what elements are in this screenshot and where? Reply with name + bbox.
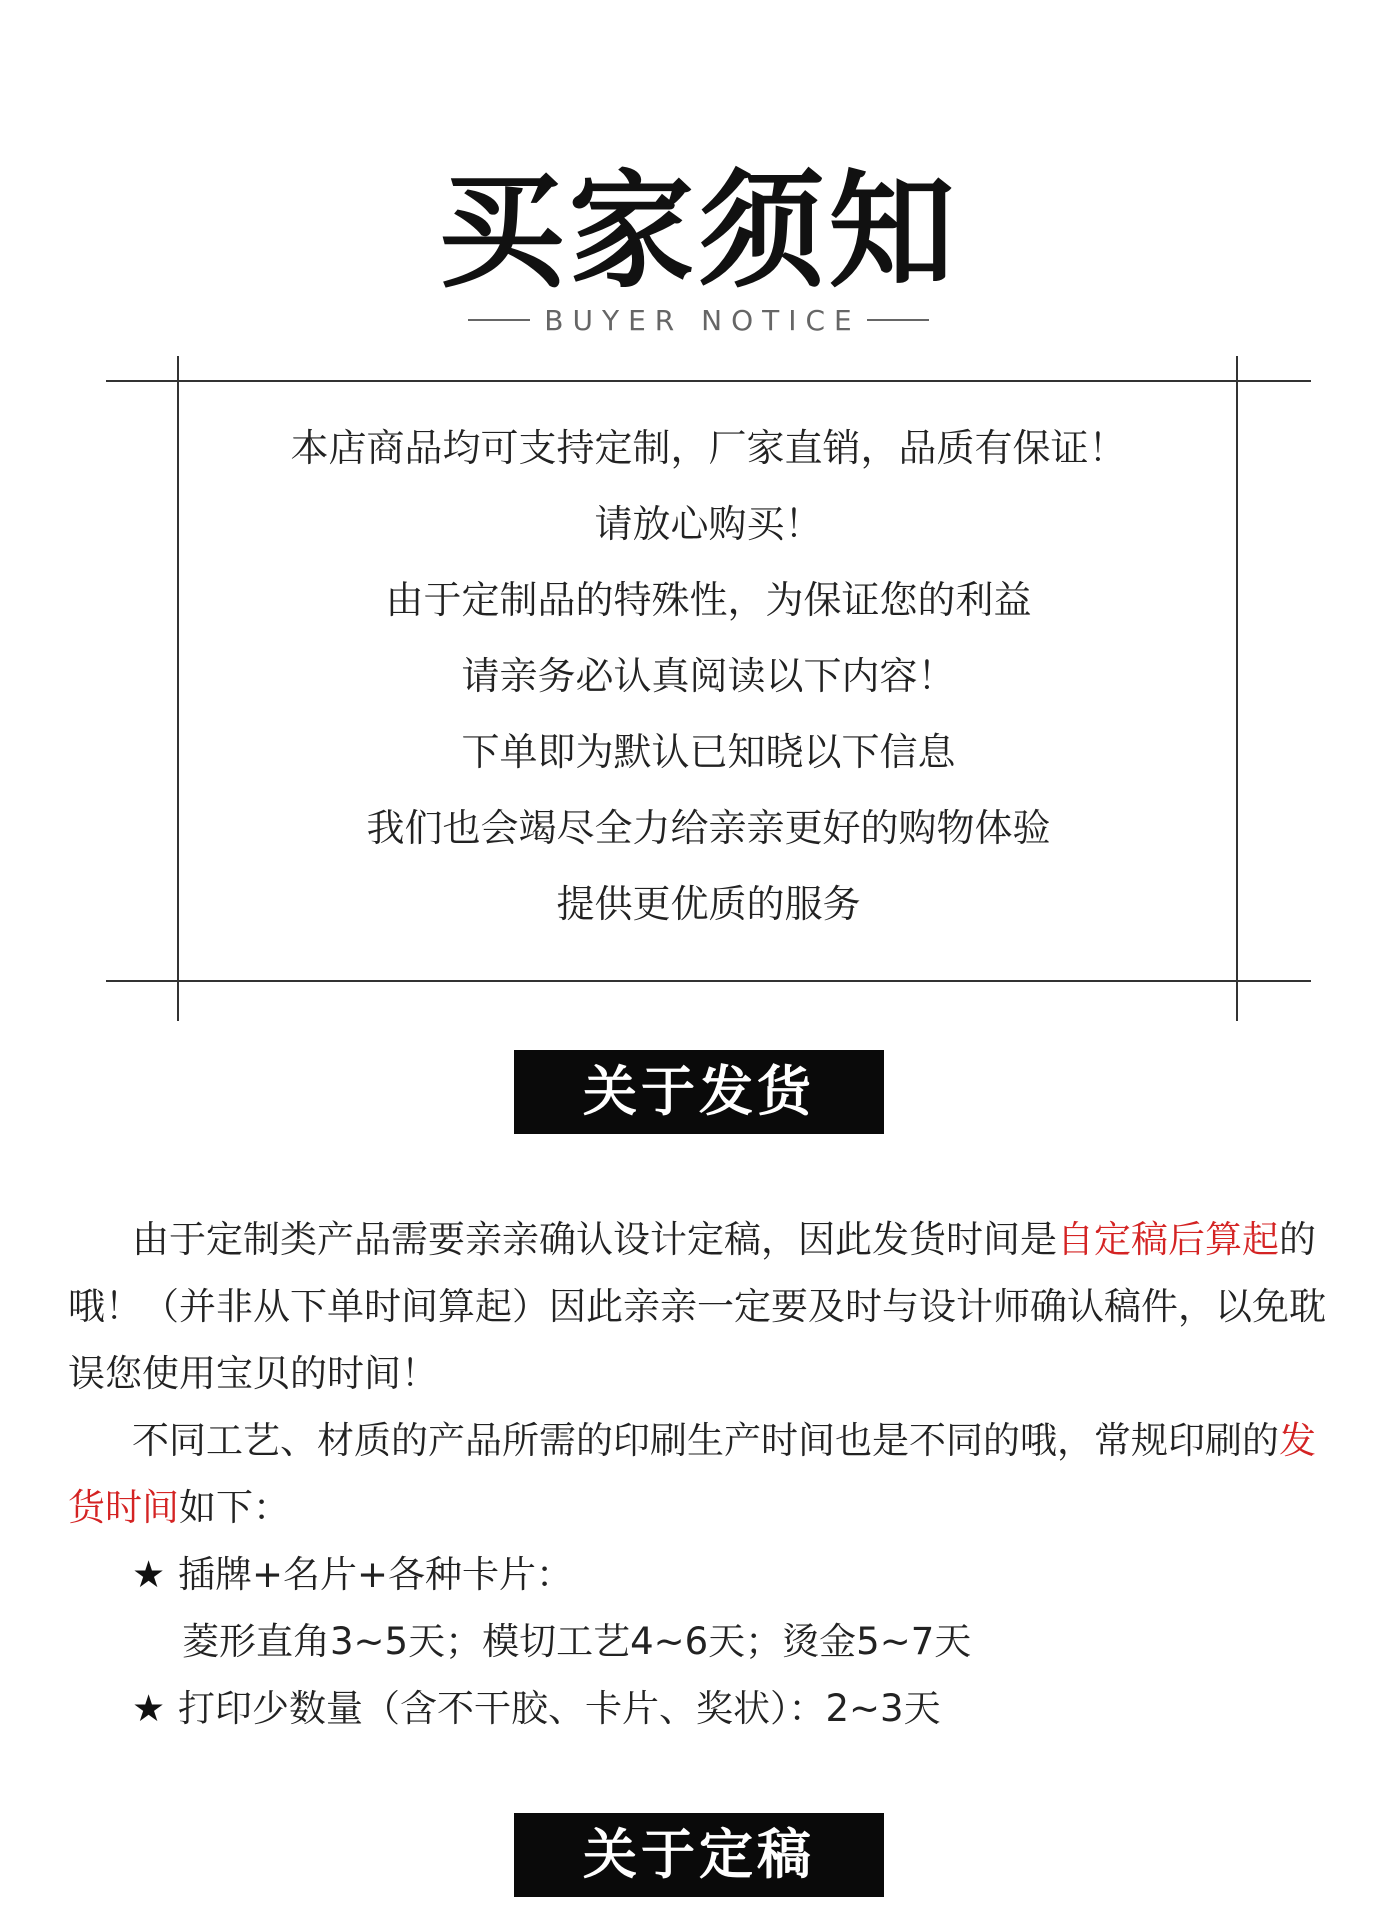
shipping-paragraph-1 (68, 1206, 1348, 1407)
shipping-item-cards-title: 插牌+名片+各种卡片： (178, 1553, 574, 1596)
shipping-item-cards-detail: 菱形直角3~5天；模切工艺4~6天；烫金5~7天 (182, 1620, 972, 1663)
page-title: 买家须知 (438, 158, 959, 305)
shipping-p1-highlight: 自定稿后算起 (1057, 1218, 1279, 1261)
notice-text-block (180, 410, 1237, 942)
notice-line: 请放心购买！ (594, 502, 823, 546)
shipping-item-cards (68, 1541, 1348, 1608)
subtitle-block (0, 303, 1397, 337)
subtitle-left-rule (468, 319, 530, 321)
shipping-p2-text-rest: 如下： (179, 1486, 290, 1529)
notice-line: 请亲务必认真阅读以下内容！ (461, 654, 956, 698)
drafting-section-banner: 关于定稿 (514, 1813, 884, 1897)
shipping-p1-text: 由于定制类产品需要亲亲确认设计定稿，因此发货时间是 (132, 1218, 1057, 1261)
notice-frame-left-rule (177, 356, 179, 1021)
star-icon: ★ (132, 1687, 166, 1730)
shipping-item-small-print-title: 打印少数量（含不干胶、卡片、奖状）：2~3天 (178, 1687, 941, 1730)
notice-line: 我们也会竭尽全力给亲亲更好的购物体验 (366, 806, 1051, 850)
notice-line: 由于定制品的特殊性，为保证您的利益 (385, 578, 1032, 622)
shipping-item-small-print (68, 1675, 1348, 1742)
shipping-p2-text: 不同工艺、材质的产品所需的印刷生产时间也是不同的哦，常规印刷的 (132, 1419, 1279, 1462)
star-icon: ★ (132, 1553, 166, 1596)
notice-frame-bottom-rule (106, 980, 1311, 982)
subtitle-right-rule (867, 319, 929, 321)
shipping-section-body (68, 1206, 1348, 1742)
notice-line: 提供更优质的服务 (556, 882, 861, 926)
shipping-paragraph-2 (68, 1407, 1348, 1541)
shipping-section-banner: 关于发货 (514, 1050, 884, 1134)
notice-line: 本店商品均可支持定制，厂家直销，品质有保证！ (290, 426, 1127, 470)
notice-line: 下单即为默认已知晓以下信息 (461, 730, 956, 774)
page-subtitle: BUYER NOTICE (544, 303, 861, 337)
shipping-p2-highlight: 发货时间 (68, 1419, 1316, 1529)
notice-frame-top-rule (106, 380, 1311, 382)
shipping-p1-text-rest: 的哦！（并非从下单时间算起）因此亲亲一定要及时与设计师确认稿件，以免耽误您使用宝贝的时间！ (68, 1218, 1326, 1395)
